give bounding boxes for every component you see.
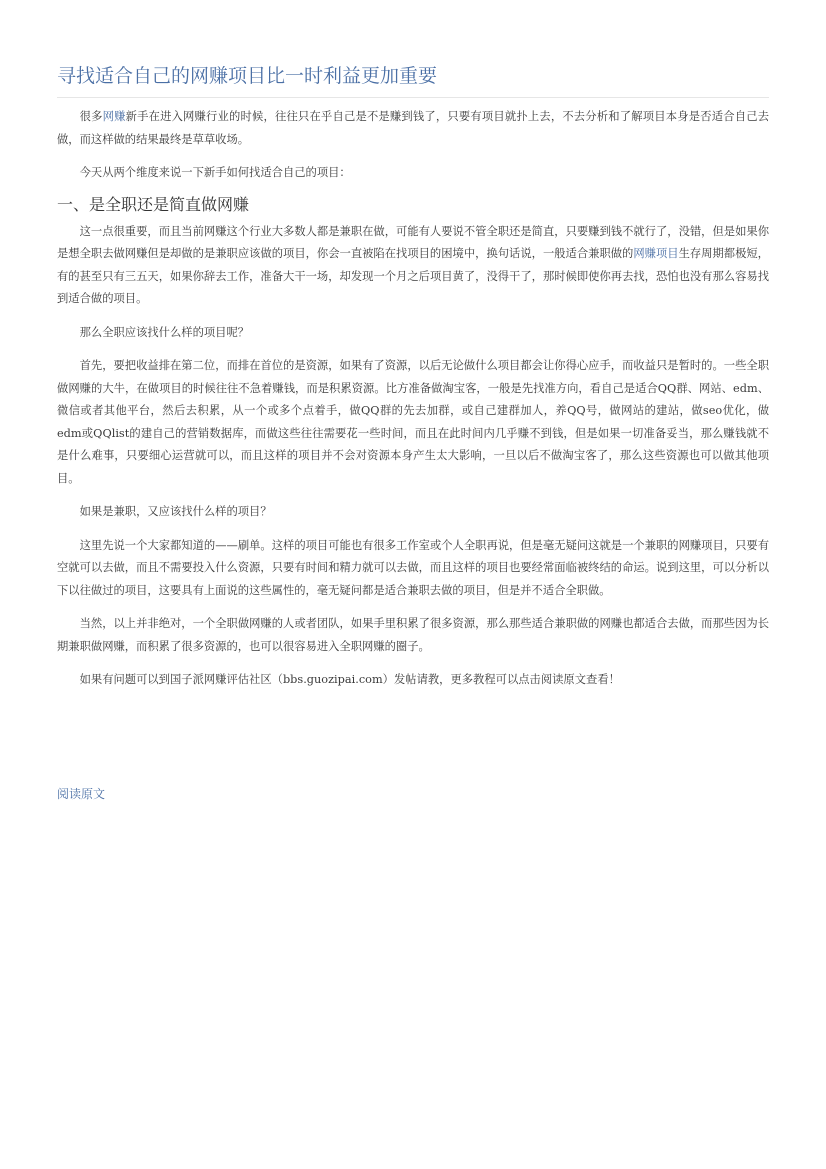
paragraph-importance-text-after: 生存周期都极短，有的甚至只有三五天，如果你辞去工作，准备大干一场，却发现一个月之后项目黄了，没得干了，那时候即使你再去找，恐怕也没有那么容易找到适合做的项目。 — [57, 247, 769, 305]
article — [57, 62, 769, 692]
paragraph-importance — [57, 221, 769, 311]
paragraph-parttime-answer: 这里先说一个大家都知道的——刷单。这样的项目可能也有很多工作室或个人全职再说，但是毫无疑问这就是一个兼职的网赚项目，只要有空就可以去做，而且不需要投入什么资源，只要有时间和精力就可以去做，而且这样的项目也要经常面临被终结的命运。说到这里，可以分析以下以往做过的项目，这要具有上面说的这些属性的，毫无疑问都是适合兼职去做的项目，但是并不适合全职做。 — [57, 538, 769, 597]
paragraph-dimensions: 今天从两个维度来说一下新手如何找适合自己的项目： — [79, 166, 351, 179]
wangzhuan-project-link[interactable]: 网赚项目 — [633, 247, 679, 260]
paragraph-fulltime-question: 那么全职应该找什么样的项目呢？ — [79, 325, 250, 339]
paragraph-importance-text-before: 这一点很重要，而且当前网赚这个行业大多数人都是兼职在做，可能有人要说不管全职还是简直，只要赚到钱不就行了，没错，但是如果你是想全职去做网赚但是却做的是兼职应该做的项目，你会一直被陷在找项目的困境中，换句话说，一般适合兼职做的 — [57, 224, 769, 260]
paragraph-parttime-question: 如果是兼职，又应该找什么样的项目？ — [79, 505, 272, 518]
read-original-link[interactable]: 阅读原文 — [57, 787, 106, 801]
article-title: 寻找适合自己的网赚项目比一时利益更加重要 — [57, 62, 769, 98]
section-heading-fulltime-or-parttime: 一、是全职还是简直做网赚 — [57, 194, 250, 214]
paragraph-community: 如果有问题可以到国子派网赚评估社区（bbs.guozipai.com）发帖请教，更多教程可以点击阅读原文查看！ — [79, 673, 620, 686]
paragraph-intro-text-after: 新手在进入网赚行业的时候，往往只在乎自己是不是赚到钱了，只要有项目就扑上去，不去分析和了解项目本身是否适合自己去做，而这样做的结果最终是草草收场。 — [57, 110, 769, 146]
paragraph-intro — [57, 106, 769, 151]
wangzhuan-link[interactable]: 网赚 — [102, 110, 126, 123]
paragraph-fulltime-answer: 首先，要把收益排在第二位，而排在首位的是资源，如果有了资源，以后无论做什么项目都会让你得心应手，而收益只是暂时的。一些全职做网赚的大牛，在做项目的时候往往不急着赚钱，而是积累资源。比方准备做淘宝客，一般是先找准方向，看自己是适合QQ群、网站、edm、微信或者其他平台，然后去积累，从一个或多个点着手，做QQ群的先去加群，或自己建群加人，养QQ号，做网站的建站，做seo优化，做edm或QQlist的建自己的营销数据库，而做这些往往需要花一些时间，而且在此时间内几乎赚不到钱，但是如果一切准备妥当，那么赚钱就不是什么难事，只要细心运营就可以，而且这样的项目并不会对资源本身产生太大影响，一旦以后不做淘宝客了，那么这些资源也可以做其他项目。 — [57, 359, 769, 485]
paragraph-intro-text-before: 很多 — [79, 110, 103, 123]
paragraph-caveat: 当然，以上并非绝对，一个全职做网赚的人或者团队，如果手里积累了很多资源，那么那些适合兼职做的网赚也都适合去做，而那些因为长期兼职做网赚，而积累了很多资源的，也可以很容易进入全职网赚的圈子。 — [57, 617, 769, 653]
